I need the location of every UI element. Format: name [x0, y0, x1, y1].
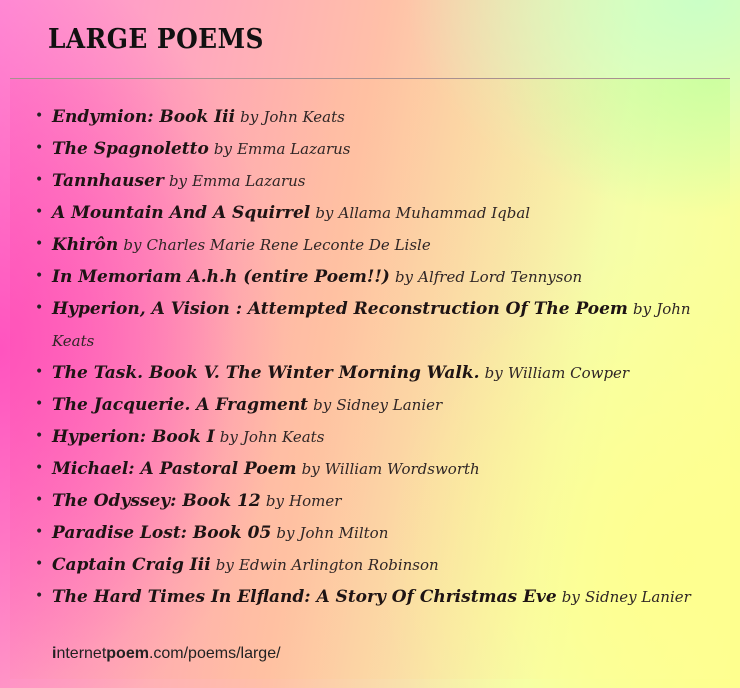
url-part-nternet: nternet — [56, 645, 107, 662]
poem-title-link[interactable]: The Hard Times In Elfland: A Story Of Christmas Eve — [52, 587, 557, 607]
list-item — [35, 517, 692, 549]
by-label: by — [484, 364, 503, 382]
poem-title-link[interactable]: The Task. Book V. The Winter Morning Walk. — [52, 363, 480, 383]
by-label: by — [315, 204, 334, 222]
list-item — [35, 197, 692, 229]
list-item — [35, 389, 692, 421]
poem-author: Emma Lazarus — [192, 172, 306, 190]
list-item — [35, 229, 692, 261]
poem-title-link[interactable]: The Spagnoletto — [52, 139, 209, 159]
by-label: by — [215, 556, 234, 574]
poem-title-link[interactable]: Hyperion, A Vision : Attempted Reconstruction Of The Poem — [52, 299, 628, 319]
poem-author: John Keats — [242, 428, 325, 446]
poem-author: John Keats — [263, 108, 345, 126]
bullet-icon: • — [35, 236, 44, 252]
bullet-icon: • — [35, 172, 44, 188]
page-title: LARGE POEMS — [48, 24, 264, 55]
bullet-icon: • — [35, 300, 44, 316]
by-label: by — [313, 396, 332, 414]
list-item — [35, 165, 692, 197]
poem-author: Emma Lazarus — [237, 140, 351, 158]
bullet-icon: • — [35, 268, 44, 284]
poem-author: Charles Marie Rene Leconte De Lisle — [146, 236, 431, 254]
poem-author: Sidney Lanier — [584, 588, 691, 606]
bullet-icon: • — [35, 524, 44, 540]
bullet-icon: • — [35, 108, 44, 124]
by-label: by — [265, 492, 284, 510]
list-item — [35, 357, 692, 389]
bullet-icon: • — [35, 588, 44, 604]
poem-title-link[interactable]: Captain Craig Iii — [52, 555, 211, 575]
by-label: by — [123, 236, 142, 254]
poem-author: Allama Muhammad Iqbal — [338, 204, 531, 222]
by-label: by — [394, 268, 414, 286]
poem-author: Edwin Arlington Robinson — [238, 556, 439, 574]
poem-title-link[interactable]: Khirôn — [52, 235, 119, 255]
bullet-icon: • — [35, 140, 44, 156]
poem-title-link[interactable]: The Odyssey: Book 12 — [52, 491, 261, 511]
bullet-icon: • — [35, 204, 44, 220]
poem-author: Homer — [289, 492, 342, 510]
site-url[interactable] — [52, 645, 281, 663]
by-label: by — [168, 172, 188, 190]
page-header — [0, 0, 740, 78]
poem-title-link[interactable]: Michael: A Pastoral Poem — [52, 459, 297, 479]
by-label: by — [276, 524, 295, 542]
poem-title-link[interactable]: Tannhauser — [52, 171, 164, 191]
bullet-icon: • — [35, 492, 44, 508]
url-part-path: .com/poems/large/ — [148, 645, 281, 662]
poem-list-panel — [10, 78, 730, 679]
poem-author: Alfred Lord Tennyson — [418, 268, 583, 286]
list-item — [35, 485, 692, 517]
bullet-icon: • — [35, 460, 44, 476]
bullet-icon: • — [35, 364, 44, 380]
poem-title-link[interactable]: The Jacquerie. A Fragment — [52, 395, 309, 415]
list-item — [35, 293, 692, 357]
poem-title-link[interactable]: Hyperion: Book I — [52, 427, 215, 447]
poem-author: William Cowper — [507, 364, 630, 382]
poem-title-link[interactable]: Endymion: Book Iii — [52, 107, 236, 127]
list-item — [35, 101, 692, 133]
url-part-i: i — [52, 645, 57, 662]
poem-title-link[interactable]: A Mountain And A Squirrel — [52, 203, 311, 223]
by-label: by — [301, 460, 320, 478]
list-item — [35, 549, 692, 581]
bullet-icon: • — [35, 428, 44, 444]
poem-author: William Wordsworth — [324, 460, 480, 478]
bullet-icon: • — [35, 396, 44, 412]
by-label: by — [561, 588, 580, 606]
list-item — [35, 581, 692, 613]
list-item — [35, 261, 692, 293]
url-part-poem: poem — [106, 645, 149, 662]
list-item — [35, 133, 692, 165]
poem-author: John Keats — [52, 300, 691, 350]
poem-author: John Milton — [299, 524, 389, 542]
by-label: by — [633, 300, 652, 318]
by-label: by — [219, 428, 238, 446]
poem-author: Sidney Lanier — [336, 396, 443, 414]
list-item — [35, 421, 692, 453]
list-item — [35, 453, 692, 485]
by-label: by — [213, 140, 232, 158]
poem-title-link[interactable]: In Memoriam A.h.h (entire Poem!!) — [52, 267, 390, 287]
poem-list — [35, 101, 692, 613]
bullet-icon: • — [35, 556, 44, 572]
poem-title-link[interactable]: Paradise Lost: Book 05 — [52, 523, 272, 543]
by-label: by — [240, 108, 259, 126]
